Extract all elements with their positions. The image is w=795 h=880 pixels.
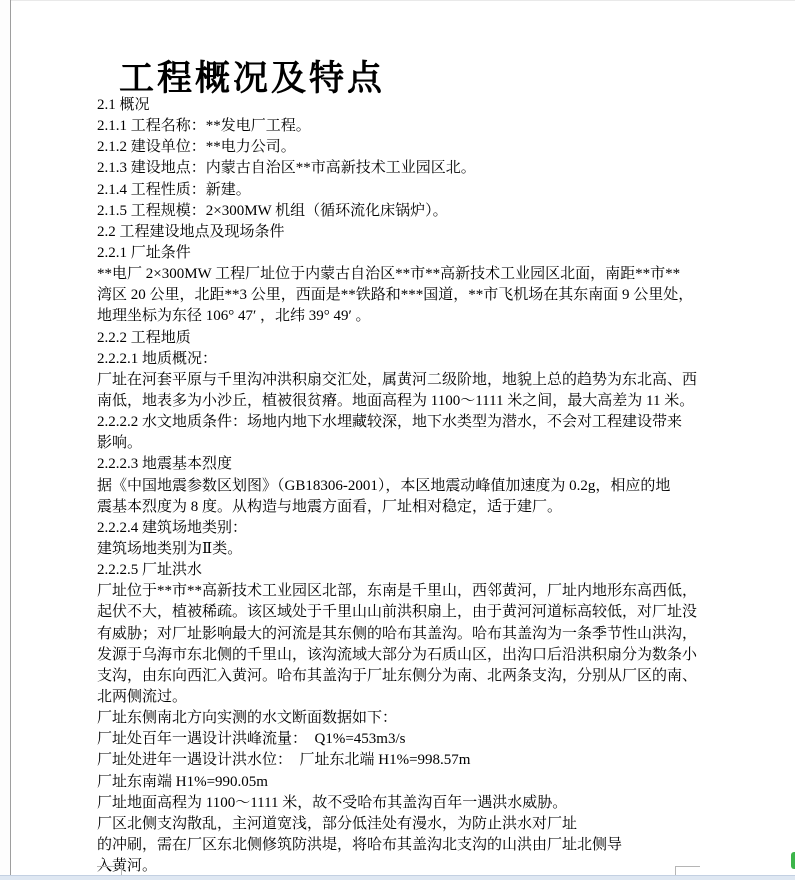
section-heading: 2.1.2 建设单位：**电力公司。 bbox=[97, 139, 296, 156]
paragraph-line: 厂址在河套平原与千里沟冲洪积扇交汇处，属黄河二级阶地，地貌上总的趋势为东北高、西 bbox=[97, 371, 698, 388]
data-line: 厂址东南端 H1%=990.05m bbox=[97, 773, 268, 790]
paragraph-line: 发源于乌海市东北侧的千里山，该沟流域大部分为石质山区，出沟口后沿洪积扇分为数条小 bbox=[97, 646, 698, 663]
section-heading: 2.2.2.3 地震基本烈度 bbox=[97, 456, 233, 473]
page-edge-line bbox=[10, 0, 11, 876]
section-heading: 2.2 工程建设地点及现场条件 bbox=[97, 223, 285, 240]
section-heading: 2.1.4 工程性质：新建。 bbox=[97, 181, 251, 198]
page-title: 工程概况及特点 bbox=[119, 59, 386, 99]
section-heading: 2.2.2.4 建筑场地类别： bbox=[97, 519, 248, 536]
paragraph-line: 建筑场地类别为Ⅱ类。 bbox=[97, 540, 243, 557]
window-top-edge bbox=[0, 0, 795, 1]
section-heading: 2.1.5 工程规模：2×300MW 机组（循环流化床锅炉）。 bbox=[97, 202, 448, 219]
section-heading: 2.2.2.5 厂址洪水 bbox=[97, 562, 203, 579]
data-line: 厂址处进年一遇设计洪水位： 厂址东北端 H1%=998.57m bbox=[97, 752, 471, 769]
paragraph-line: **电厂 2×300MW 工程厂址位于内蒙古自治区**市**高新技术工业园区北面，南距**市** bbox=[97, 266, 681, 283]
section-heading: 2.2.2 工程地质 bbox=[97, 329, 191, 346]
paragraph-line: 地理坐标为东径 106° 47′ ，北纬 39° 49′ 。 bbox=[97, 308, 371, 325]
paragraph-line: 南低，地表多为小沙丘，植被很贫瘠。地面高程为 1100～1111 米之间，最大高差为 11 米。 bbox=[97, 392, 695, 409]
page-left-margin bbox=[0, 0, 10, 876]
scroll-indicator-green-mark bbox=[791, 852, 795, 869]
section-heading: 2.1.1 工程名称：**发电厂工程。 bbox=[97, 118, 311, 135]
paragraph-line: 厂址东侧南北方向实测的水文断面数据如下： bbox=[97, 710, 398, 727]
paragraph-line: 支沟，由东向西汇入黄河。哈布其盖沟于厂址东侧分为南、北两条支沟，分别从厂区的南、 bbox=[97, 667, 698, 684]
paragraph-line: 的冲刷，需在厂区东北侧修筑防洪堤，将哈布其盖沟北支沟的山洪由厂址北侧导 bbox=[97, 836, 623, 853]
paragraph-line: 据《中国地震参数区划图》（GB18306-2001），本区地震动峰值加速度为 0.2g，相应的地 bbox=[97, 477, 671, 494]
section-heading: 2.2.2.2 水文地质条件：场地内地下水埋藏较深，地下水类型为潜水，不会对工程建设带来 bbox=[97, 414, 683, 431]
paragraph-line: 厂址位于**市**高新技术工业园区北部，东南是千里山，西邻黄河，厂址内地形东高西低， bbox=[97, 583, 698, 600]
section-heading: 2.1 概况 bbox=[97, 97, 150, 113]
document-body bbox=[97, 95, 757, 877]
paragraph-line: 有威胁；对厂址影响最大的河流是其东侧的哈布其盖沟。哈布其盖沟为一条季节性山洪沟， bbox=[97, 625, 698, 642]
section-heading: 2.2.2.1 地质概况： bbox=[97, 350, 218, 367]
section-heading: 2.1.3 建设地点：内蒙古自治区**市高新技术工业园区北。 bbox=[97, 160, 476, 177]
window-bottom-edge bbox=[0, 875, 795, 880]
paragraph-line: 厂区北侧支沟散乱，主河道宽浅，部分低洼处有漫水，为防止洪水对厂址 bbox=[97, 815, 578, 832]
paragraph-line: 厂址地面高程为 1100～1111 米，故不受哈布其盖沟百年一遇洪水威胁。 bbox=[97, 794, 568, 811]
paragraph-line: 震基本烈度为 8 度。从构造与地震方面看，厂址相对稳定，适于建厂。 bbox=[97, 498, 563, 515]
paragraph-line: 起伏不大，植被稀疏。该区域处于千里山山前洪积扇上，由于黄河河道标高较低，对厂址没 bbox=[97, 604, 698, 621]
section-heading: 2.2.1 厂址条件 bbox=[97, 244, 191, 261]
paragraph-line: 湾区 20 公里，北距**3 公里，西面是**铁路和***国道，**市飞机场在其东南面 9 公里处， bbox=[97, 287, 694, 304]
data-line: 厂址处百年一遇设计洪峰流量： Q1%=453m3/s bbox=[97, 731, 406, 748]
paragraph-line: 北两侧流过。 bbox=[97, 688, 188, 705]
paragraph-line: 影响。 bbox=[97, 435, 143, 452]
paragraph-line: 入黄河。 bbox=[97, 858, 158, 875]
